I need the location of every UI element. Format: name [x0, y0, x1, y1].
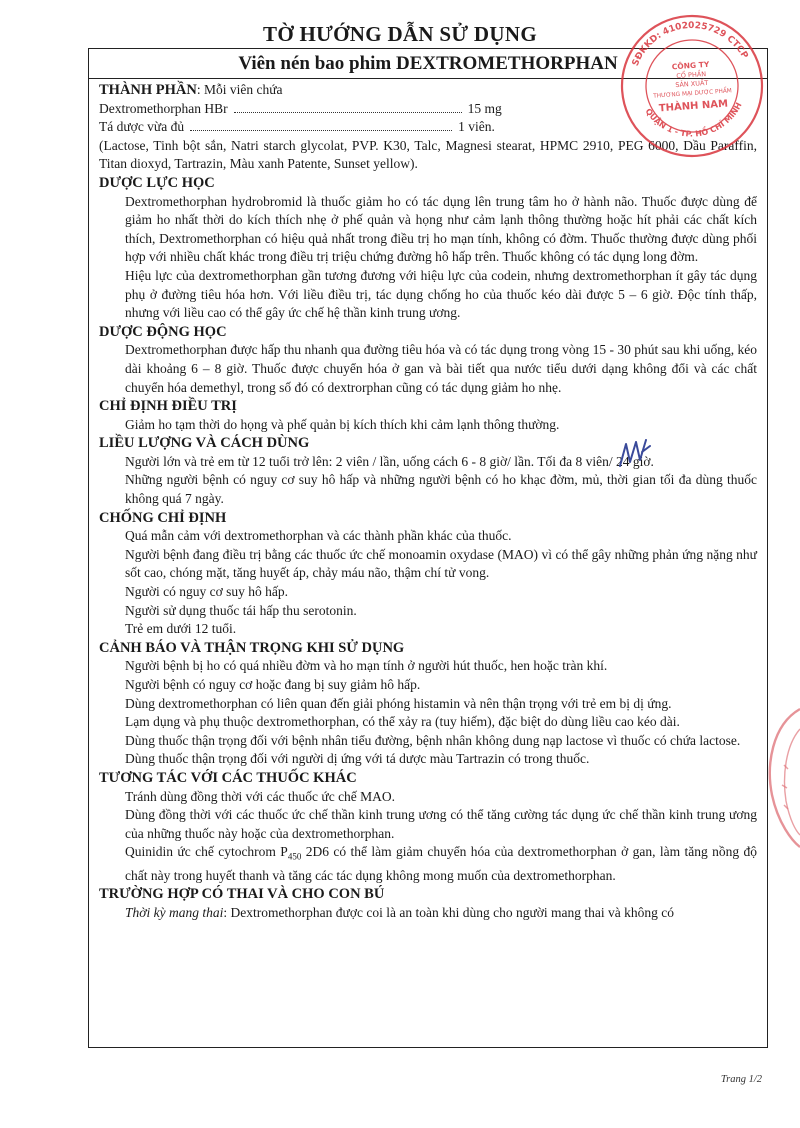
ingredient-2-amount: 1 viên. — [458, 119, 495, 135]
pharmacodynamics-heading: DƯỢC LỰC HỌC — [99, 174, 215, 191]
stamp-line-3: SẢN XUẤT — [675, 78, 709, 90]
partial-seal-mark — [752, 705, 800, 850]
dosage-heading: LIỀU LƯỢNG VÀ CÁCH DÙNG — [99, 435, 310, 452]
stamp-line-2: CỔ PHẦN — [676, 69, 707, 81]
content-frame — [88, 48, 768, 1048]
pregnancy-p1-text: : Dextromethorphan được coi là an toàn khi dùng cho người mang thai và không có — [223, 904, 675, 920]
document-title: TỜ HƯỚNG DẪN SỬ DỤNG — [263, 22, 537, 46]
pharmacodynamics-p2: Hiệu lực của dextromethorphan gần tương đương với hiệu lực của codein, nhưng dextromethorphan ít gây tác dụng phụ ở đường tiêu hóa hơn. Với liều điều trị, tác dụng chống ho của thuốc kéo dài được 5 – 6 giờ. Độc tính thấp, nhưng với liều cao có thể gây ức chế hệ thần kinh trung ương. — [125, 267, 757, 321]
dot-leader — [234, 103, 462, 113]
pregnancy-heading: TRƯỜNG HỢP CÓ THAI VÀ CHO CON BÚ — [99, 886, 385, 903]
signature-mark — [616, 436, 656, 472]
ingredient-1-name: Dextromethorphan HBr — [99, 100, 228, 116]
company-stamp — [612, 6, 772, 166]
stamp-outer-text: SĐKKD: 4102025729 CTCP — [630, 20, 750, 68]
stamp-line-4: THƯƠNG MẠI DƯỢC PHẨM — [653, 88, 733, 100]
stamp-bottom-text: QUẬN 1 - TP. HỒ CHÍ MINH — [643, 100, 744, 139]
dosage-p1: Người lớn và trẻ em từ 12 tuổi trở lên: 2 viên / lần, uống cách 6 - 8 giờ/ lần. Tối đa 8 viên/ 24 giờ. — [125, 453, 654, 469]
warnings-p3: Dùng dextromethorphan có liên quan đến giải phóng histamin và nên thận trọng với trẻ em bị dị ứng. — [125, 695, 672, 711]
warnings-p5: Dùng thuốc thận trọng đối với bệnh nhân tiểu đường, bệnh nhân không dung nạp lactose vì thuốc có chứa lactose. — [125, 732, 741, 748]
body-text — [89, 79, 767, 922]
interactions-p1: Tránh dùng đồng thời với các thuốc ức chế MAO. — [125, 788, 396, 804]
warnings-p1: Người bệnh bị ho có quá nhiều đờm và ho mạn tính ở người hút thuốc, hen hoặc tràn khí. — [125, 658, 608, 674]
contraindications-p4: Người sử dụng thuốc tái hấp thu serotonin. — [125, 602, 357, 618]
pregnancy-p1 — [99, 904, 757, 923]
contraindications-p2: Người bệnh đang điều trị bằng các thuốc ức chế monoamin oxydase (MAO) vì có thể gây những phản ứng nặng như sốt cao, chóng mặt, tăng huyết áp, chảy máu não, thậm chí tử vong. — [125, 546, 757, 581]
interactions-p3-after: 2D6 có thể làm giảm chuyển hóa của dextromethorphan ở gan, làm tăng nồng độ chất này trong huyết thanh và tăng các tác dụng không mong muốn của dextromethorphan. — [125, 844, 757, 883]
stamp-line-1: CÔNG TY — [671, 59, 710, 72]
indications-p1: Giảm ho tạm thời do họng và phế quản bị kích thích khi cảm lạnh thông thường. — [125, 416, 560, 432]
product-name: Viên nén bao phim DEXTROMETHORPHAN — [89, 49, 767, 79]
contraindications-p3: Người có nguy cơ suy hô hấp. — [125, 584, 288, 600]
interactions-p3 — [99, 843, 757, 885]
warnings-p6: Dùng thuốc thận trọng đối với người dị ứng với tá dược màu Tartrazin có trong thuốc. — [125, 751, 590, 767]
contraindications-p1: Quá mẫn cảm với dextromethorphan và các thành phần khác của thuốc. — [125, 528, 512, 544]
pregnancy-p1-label: Thời kỳ mang thai — [125, 904, 224, 920]
interactions-p2: Dùng đồng thời với các thuốc ức chế thần kinh trung ương có thể tăng cường tác dụng ức chế thần kinh trung ương của những thuốc này hoặc của dextromethorphan. — [125, 807, 757, 841]
page-number: Trang 1/2 — [720, 1074, 762, 1085]
pharmacokinetics-p1: Dextromethorphan được hấp thu nhanh qua đường tiêu hóa và có tác dụng trong vòng 15 - 30 phút sau khi uống, kéo dài khoảng 6 – 8 giờ. Thuốc được chuyển hóa ở gan và bài tiết qua nước tiểu dưới dạng không đổi và các chất chuyển hóa demethyl, trong số đó có dextrorphan cũng có tác dụng giảm ho nhẹ. — [125, 342, 757, 395]
pharmacodynamics-p1: Dextromethorphan hydrobromid là thuốc giảm ho có tác dụng lên trung tâm ho ở hành não. Thuốc được dùng để giảm ho nhất thời do kích thích nhẹ ở phế quản và họng như cảm lạnh thông thường hoặc hít phải các chất kích thích, Dextromethorphan có hiệu quả nhất trong điều trị ho mạn tính, không có đờm. Thuốc thường được dùng phối hợp với nhiều chất khác trong điều trị triệu chứng đường hô hấp trên. Thuốc không có tác dụng long đờm. — [125, 193, 757, 265]
warnings-heading: CẢNH BÁO VÀ THẬN TRỌNG KHI SỬ DỤNG — [99, 639, 405, 656]
ingredient-2-name: Tá dược vừa đủ — [99, 119, 185, 135]
dot-leader — [190, 121, 452, 131]
indications-heading: CHỈ ĐỊNH ĐIỀU TRỊ — [99, 398, 237, 415]
ingredient-1-amount: 15 mg — [467, 100, 502, 116]
stamp-line-5: THÀNH NAM — [658, 98, 729, 115]
warnings-p4: Lạm dụng và phụ thuộc dextromethorphan, có thể xảy ra (tuy hiếm), đặc biệt do dùng liều cao kéo dài. — [125, 714, 680, 730]
warnings-p2: Người bệnh có nguy cơ hoặc đang bị suy giảm hô hấp. — [125, 677, 421, 692]
contraindications-p5: Trẻ em dưới 12 tuổi. — [125, 621, 237, 637]
composition-heading-suffix: : Mỗi viên chứa — [196, 82, 283, 97]
interactions-heading: TƯƠNG TÁC VỚI CÁC THUỐC KHÁC — [99, 769, 357, 786]
dosage-p2: Những người bệnh có nguy cơ suy hô hấp và những người bệnh có ho khạc đờm, mủ, thời gian tối đa dùng thuốc không quá 7 ngày. — [125, 472, 757, 507]
excipients-list: (Lactose, Tinh bột sắn, Natri starch glycolat, PVP. K30, Talc, Magnesi stearat, HPMC 2910, PEG 6000, Dầu Paraffin, Titan dioxyd, Tartrazin, Màu xanh Patente, Sunset yellow). — [99, 137, 757, 172]
interactions-p3-subscript: 450 — [287, 852, 302, 863]
pharmacokinetics-heading: DƯỢC ĐỘNG HỌC — [99, 323, 227, 340]
interactions-p3-before: Quinidin ức chế cytochrom P — [125, 844, 288, 860]
contraindications-heading: CHỐNG CHỈ ĐỊNH — [99, 509, 227, 526]
composition-heading: THÀNH PHẦN — [99, 82, 197, 98]
